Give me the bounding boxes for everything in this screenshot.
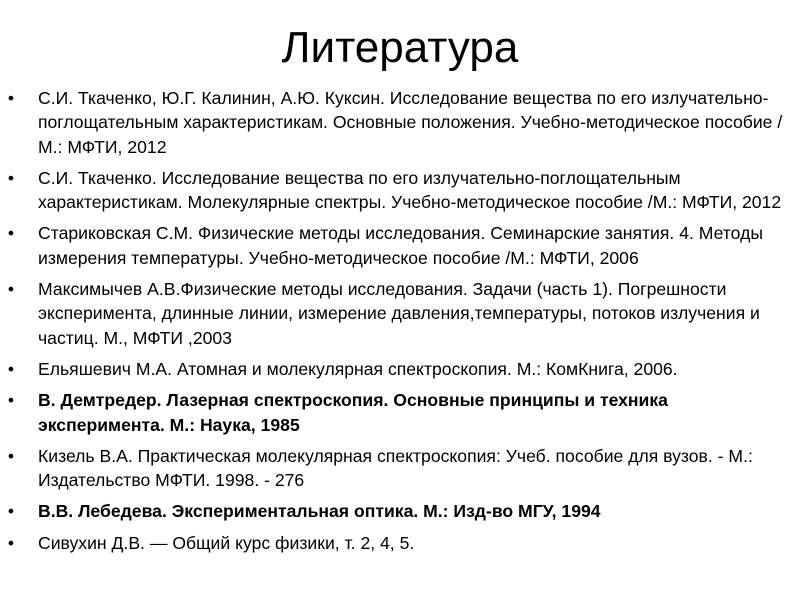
reference-text: С.И. Ткаченко, Ю.Г. Калинин, А.Ю. Куксин. Исследование вещества по его излучательно-поглощательным характеристикам. Основные положения. Учебно-методическое пособие /М.: МФТИ, 2012	[38, 88, 783, 157]
bullet-icon: •	[7, 445, 15, 466]
bullet-icon: •	[7, 167, 15, 188]
bullet-icon: •	[7, 88, 15, 108]
reference-item	[0, 166, 800, 215]
slide-title: Литература	[281, 23, 519, 72]
reference-item	[0, 357, 800, 381]
bullet-icon: •	[7, 532, 15, 553]
reference-text: Сивухин Д.В. — Общий курс физики, т. 2, 4, 5.	[38, 532, 415, 553]
reference-text: В.В. Лебедева. Экспериментальная оптика. М.: Изд-во МГУ, 1994	[38, 501, 601, 522]
reference-text: Кизель В.А. Практическая молекулярная спектроскопия: Учеб. пособие для вузов. - М.: Издательство МФТИ. 1998. - 276	[38, 445, 753, 491]
reference-item	[0, 531, 800, 555]
reference-item	[0, 221, 800, 270]
reference-item	[0, 388, 800, 437]
reference-item	[0, 277, 800, 350]
reference-item	[0, 86, 800, 159]
reference-text: С.И. Ткаченко. Исследование вещества по его излучательно-поглощательным характеристикам. Молекулярные спектры. Учебно-методическое пособие /М.: МФТИ, 2012	[38, 167, 782, 213]
reference-text: В. Демтредер. Лазерная спектроскопия. Основные принципы и техника эксперимента. М.: Наука, 1985	[38, 390, 668, 435]
bullet-icon: •	[7, 223, 15, 244]
reference-text: Ельяшевич М.А. Атомная и молекулярная спектроскопия. М.: КомКнига, 2006.	[38, 358, 678, 379]
bullet-icon: •	[7, 279, 15, 300]
bullet-icon: •	[7, 358, 15, 379]
reference-text: Стариковская С.М. Физические методы исследования. Семинарские занятия. 4. Методы измерения температуры. Учебно-методическое пособие /М.: МФТИ, 2006	[38, 223, 763, 268]
reference-list	[0, 86, 800, 562]
bullet-icon: •	[7, 501, 15, 522]
reference-text: Максимычев А.В.Физические методы исследования. Задачи (часть 1). Погрешности эксперимента, длинные линии, измерение давления,температуры, потоков излучения и частиц. М., МФТИ ,2003	[38, 279, 760, 348]
reference-item	[0, 444, 800, 493]
reference-item	[0, 499, 800, 523]
bullet-icon: •	[7, 390, 15, 411]
